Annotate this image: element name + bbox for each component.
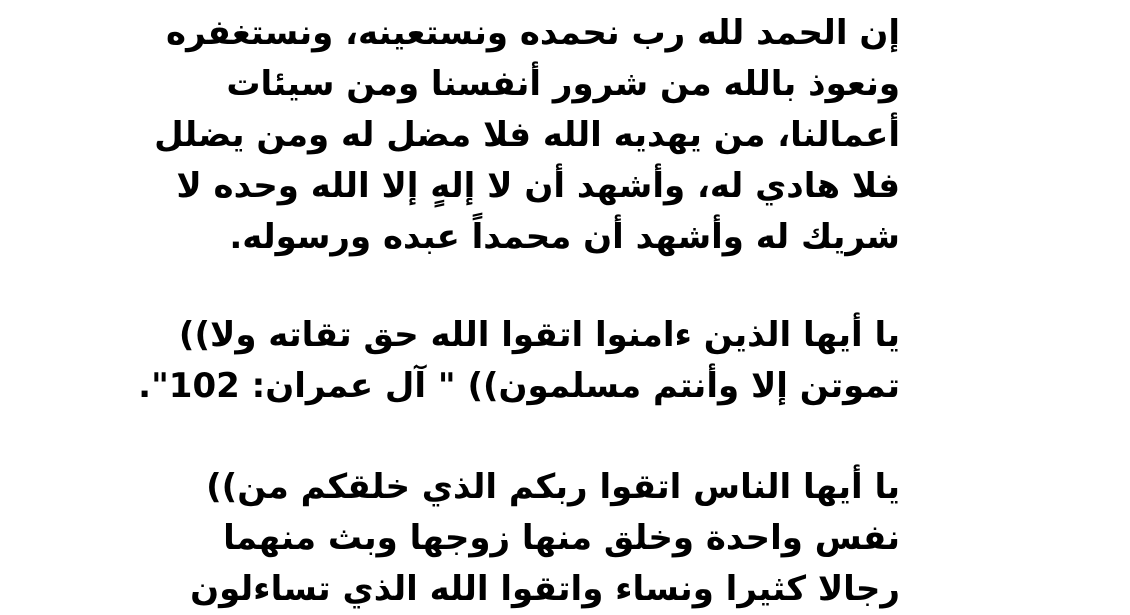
text-line: ونعوذ بالله من شرور أنفسنا ومن سيئات: [226, 64, 900, 104]
text-line: أعمالنا، من يهديه الله فلا مضل له ومن يضلل: [154, 115, 900, 155]
text-line: فلا هادي له، وأشهد أن لا إلهٍ إلا الله وحده لا: [176, 166, 900, 206]
paragraph-quran-verse-1: [138, 310, 900, 412]
text-line: نفس واحدة وخلق منها زوجها وبث منهما: [223, 518, 900, 558]
text-line: يا أيها الناس اتقوا ربكم الذي خلقكم من)): [206, 467, 900, 507]
text-line: إن الحمد لله رب نحمده ونستعينه، ونستغفره: [166, 13, 900, 53]
text-line: يا أيها الذين ءامنوا اتقوا الله حق تقاته ولا)): [178, 315, 900, 355]
text-line: رجالا كثيرا ونساء واتقوا الله الذي تساءلون: [190, 569, 900, 609]
text-line: تموتن إلا وأنتم مسلمون)) " آل عمران: 102".: [138, 366, 900, 406]
paragraph-opening-praise: [150, 8, 900, 263]
paragraph-quran-verse-2: [150, 462, 900, 615]
text-line: شريك له وأشهد أن محمداً عبده ورسوله.: [229, 217, 900, 257]
